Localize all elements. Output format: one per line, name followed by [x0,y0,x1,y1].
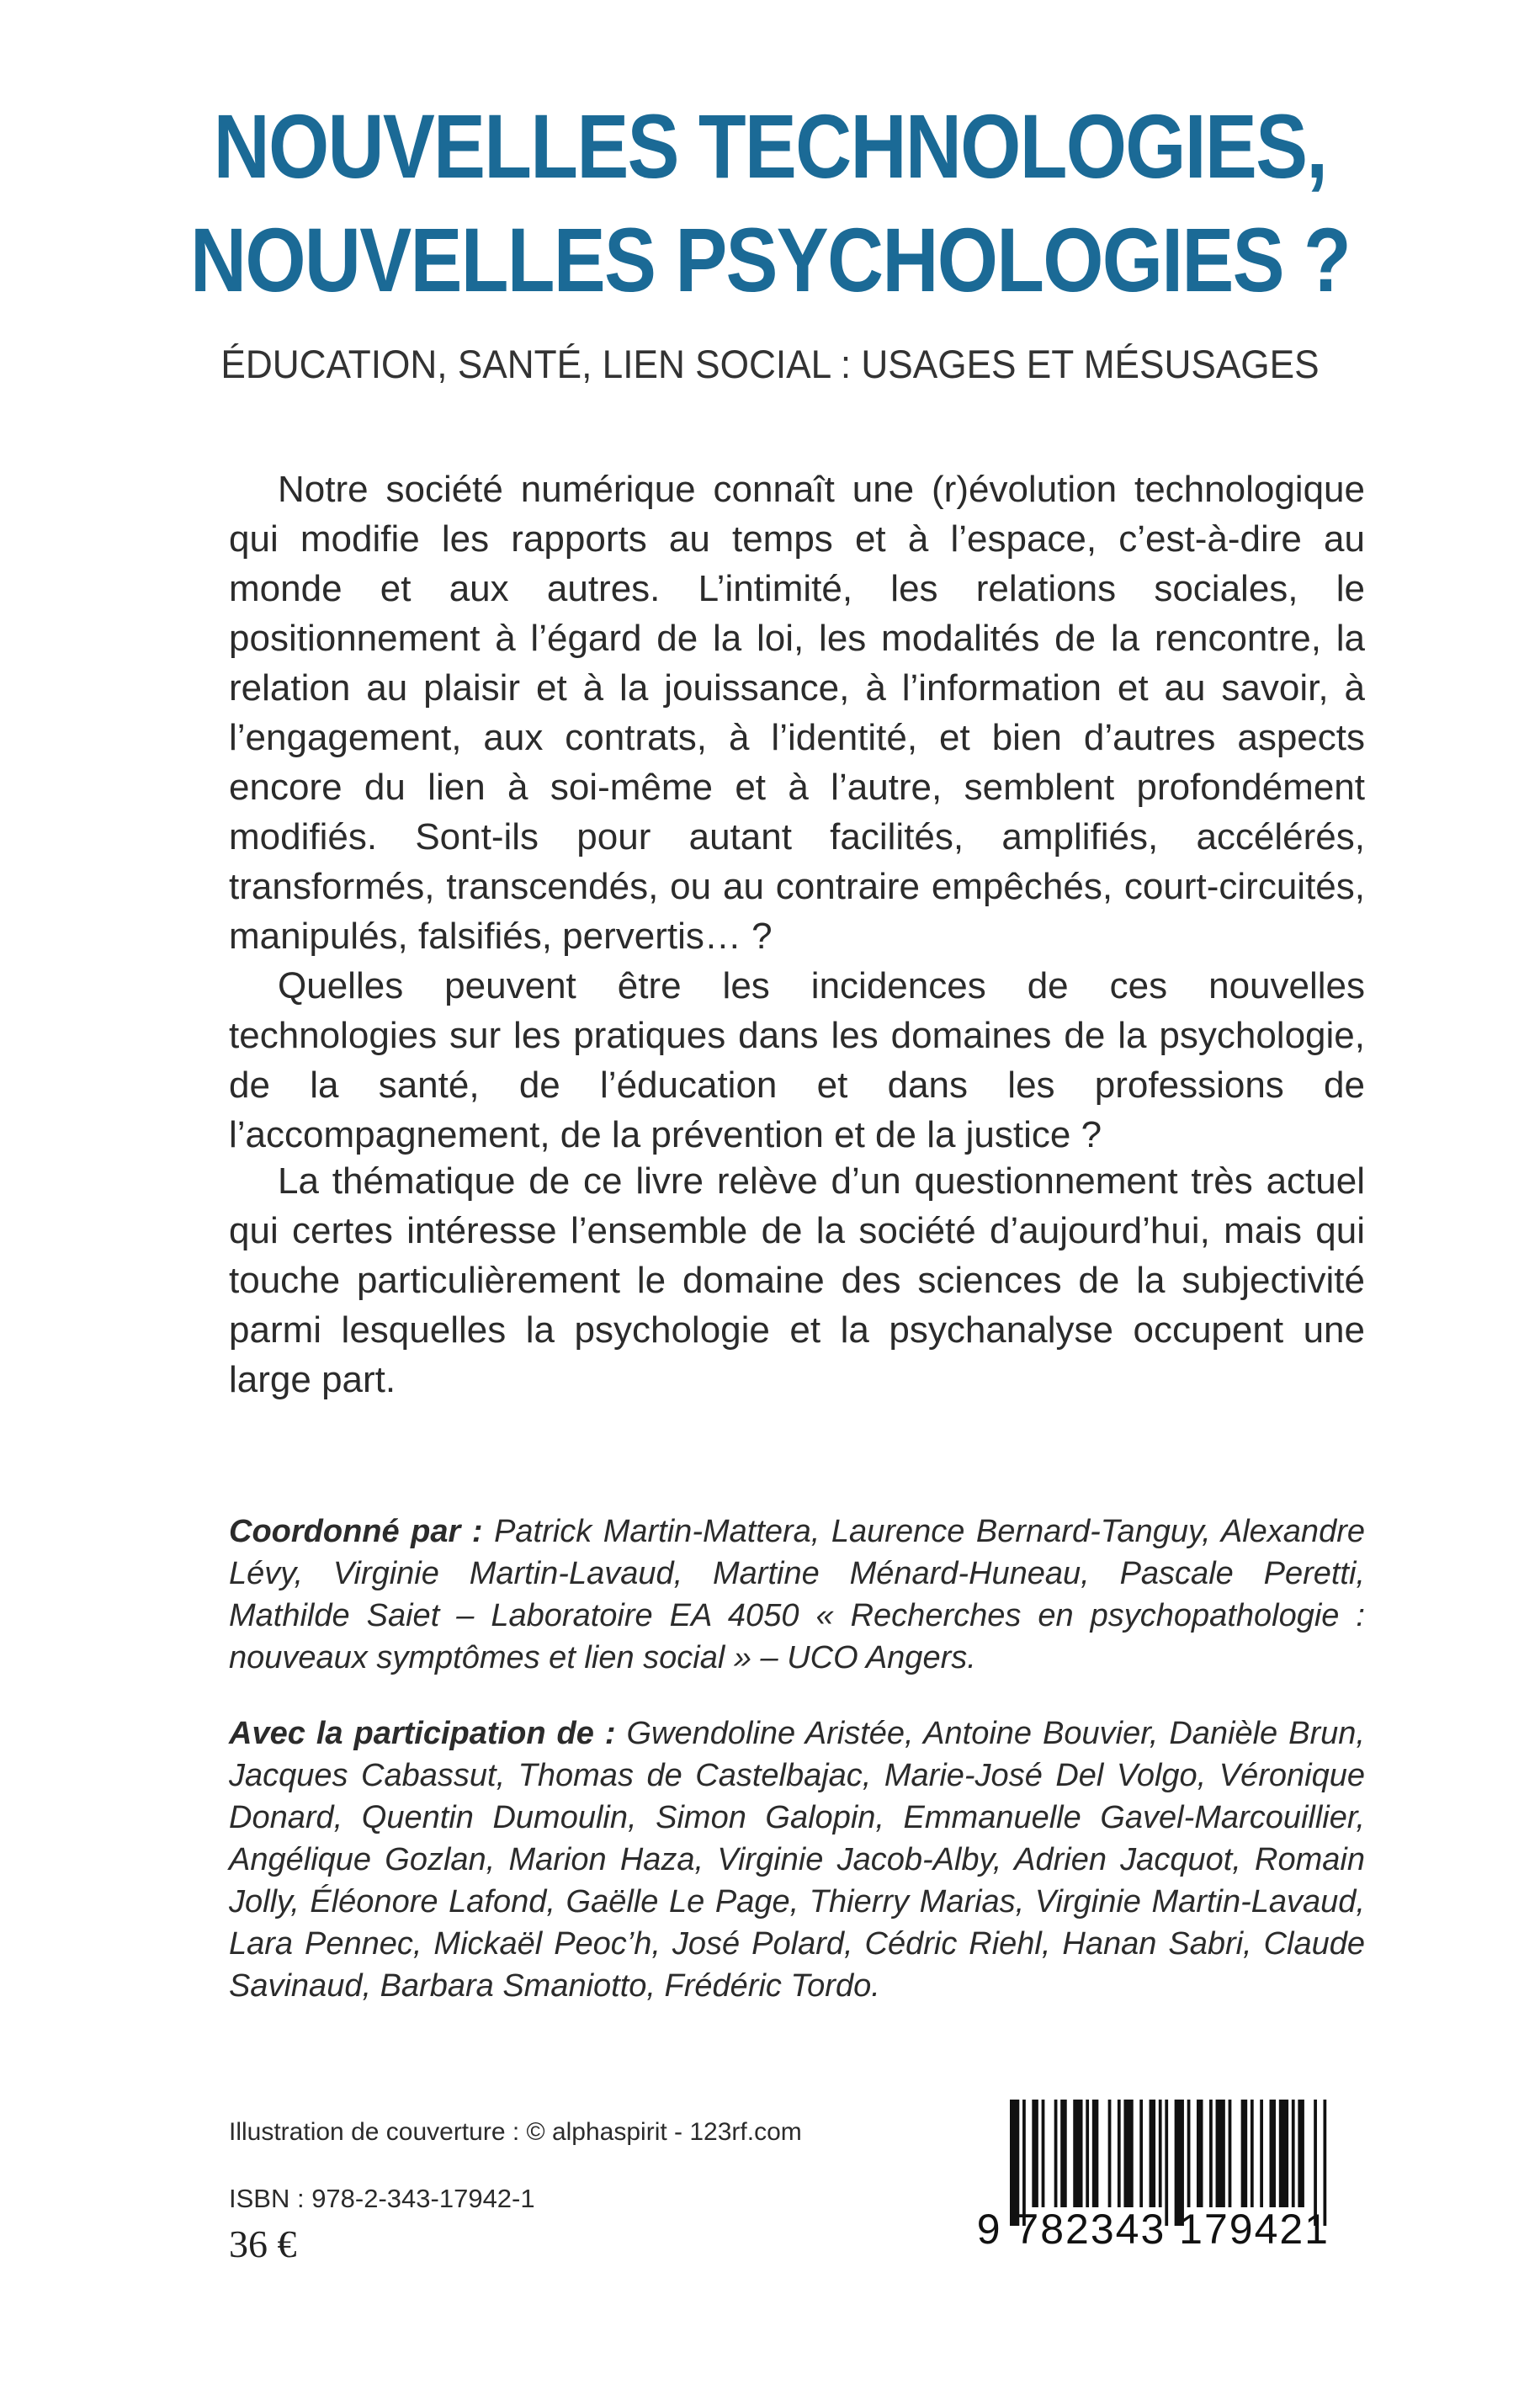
barcode-bar [1032,2100,1038,2207]
theme-paragraph: La thématique de ce livre relève d’un questionnement très actuel qui certes intéresse l’ensemble de la société d’aujourd’hui, mais qui touche particulièrement le domaine des sciences de la subjectivité parmi lesquelles la psychologie et la psychanalyse occupent une large part. [229,1160,1365,1400]
barcode-bar [1292,2100,1295,2207]
barcode-bar [1042,2100,1045,2207]
barcode-digits: 9 782343 179421 [976,2206,1330,2253]
barcode-bar [1108,2100,1112,2207]
summary-paragraph-1: Notre société numérique connaît une (r)évolution technologique qui modifie les rapports au temps et à l’espace, c’est-à-dire au monde et aux autres. L’intimité, les relations sociales, le positionnement à l’égard de la loi, les modalités de la rencontre, la relation au plaisir et à la jouissance, à l’information et au savoir, à l’engagement, aux contrats, à l’identité, et bien d’autres aspects encore du lien à soi-même et à l’autre, semblent profondément modifiés. Sont-ils pour autant facilités, amplifiés, accélérés, transformés, transcendés, ou au contraire empêchés, court-circuités, manipulés, falsifiés, pervertis… ? [229,469,1365,957]
barcode-bar [1260,2100,1263,2207]
barcode-bar [1251,2100,1254,2207]
title-line-1: NOUVELLES TECHNOLOGIES, [213,95,1327,197]
barcode-bar [1270,2100,1277,2207]
barcode-bar [1187,2100,1191,2207]
barcode-bar [1054,2100,1058,2207]
coordinators-block [229,1511,1365,1679]
barcode-bar [1139,2100,1143,2207]
participants-block [229,1712,1365,2007]
barcode-bar [1216,2100,1225,2207]
barcode-bar [1298,2100,1304,2207]
barcode-bar [1279,2100,1288,2207]
barcode-bar [1086,2100,1089,2207]
summary-block [229,465,1365,1160]
price: 36 € [229,2222,297,2265]
barcode-bar [1209,2100,1213,2207]
subtitle: ÉDUCATION, SANTÉ, LIEN SOCIAL : USAGES ET MÉSUSAGES [220,342,1320,386]
participants-label: Avec la participation de : [229,1716,616,1751]
barcode-bar [1197,2100,1203,2207]
title-line-2: NOUVELLES PSYCHOLOGIES ? [190,209,1350,311]
barcode-bar [1241,2100,1248,2207]
barcode-bar [1150,2100,1156,2207]
isbn: ISBN : 978-2-343-17942-1 [229,2184,535,2213]
barcode-bar [1123,2100,1133,2207]
participants-text: Gwendoline Aristée, Antoine Bouvier, Danièle Brun, Jacques Cabassut, Thomas de Castelbajac, Marie-José Del Volgo, Véronique Donard, Quentin Dumoulin, Simon Galopin, Emmanuelle Gavel-Marcouillier, Angélique Gozlan, Marion Haza, Virginie Jacob-Alby, Adrien Jacquot, Romain Jolly, Éléonore Lafond, Gaëlle Le Page, Thierry Marias, Virginie Martin-Lavaud, Lara Pennec, Mickaël Peoc’h, José Polard, Cédric Riehl, Hanan Sabri, Claude Savinaud, Barbara Smaniotto, Frédéric Tordo. [229,1716,1365,2004]
theme-block [229,1156,1365,1404]
barcode-bar [1229,2100,1232,2207]
summary-paragraph-2: Quelles peuvent être les incidences de ces nouvelles technologies sur les pratiques dans les domaines de la psychologie, de la santé, de l’éducation et dans les professions de l’accompagnement, de la prévention et de la justice ? [229,965,1365,1155]
barcode-bar [1092,2100,1099,2207]
coordinators-label: Coordonné par : [229,1514,483,1549]
barcode-bar [1159,2100,1162,2207]
barcode-bar [1118,2100,1121,2207]
illustration-credit: Illustration de couverture : © alphaspirit - 123rf.com [229,2118,802,2146]
barcode-bar [1073,2100,1082,2207]
barcode-bar [1060,2100,1067,2207]
coordinators-text: Patrick Martin-Mattera, Laurence Bernard-Tanguy, Alexandre Lévy, Virginie Martin-Lavaud, Martine Ménard-Huneau, Pascale Peretti, Mathilde Saiet – Laboratoire EA 4050 « Recherches en psychopathologie : nouveaux symptômes et lien social » – UCO Angers. [229,1514,1365,1675]
